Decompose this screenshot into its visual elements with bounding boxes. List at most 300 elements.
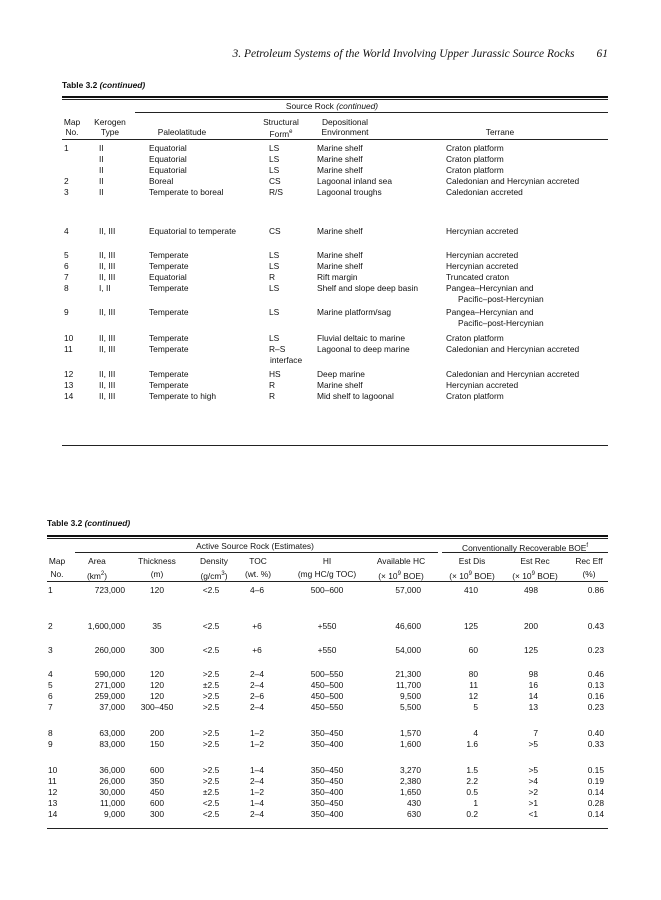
- t1-cell-kerogen: II, III: [99, 380, 116, 390]
- table2-top-rule-2: [47, 538, 608, 539]
- t2-cell-hi: 500–550: [310, 669, 344, 679]
- t1-cell-terrane: Hercynian accreted: [446, 261, 519, 271]
- t1-col-depositional-2: Environment: [321, 127, 369, 137]
- t2-cell-map: 14: [48, 809, 58, 819]
- t1-cell-structural-form: LS: [269, 307, 280, 317]
- t1-cell-kerogen: II: [99, 176, 104, 186]
- t1-cell-environment: Lagoonal troughs: [317, 187, 382, 197]
- t2-cell-thickness: 300–450: [140, 702, 174, 712]
- t2-cell-thickness: 120: [150, 669, 164, 679]
- t2-cell-hi: 450–550: [310, 702, 344, 712]
- t2-cell-rec-eff: 0.86: [587, 585, 604, 595]
- t2-cell-rec-eff: 0.46: [587, 669, 604, 679]
- t2-col-dis-2b: BOE): [471, 570, 495, 581]
- t2-col-dis-sup: 9: [468, 571, 472, 577]
- t2-col-density-2a: (g/cm: [200, 570, 222, 581]
- t2-cell-toc: +6: [252, 621, 262, 631]
- t2-cell-map: 11: [48, 776, 57, 786]
- t1-cell-map: 2: [64, 176, 69, 186]
- t1-cell-kerogen: II: [99, 187, 104, 197]
- t2-cell-area: 11,000: [100, 798, 125, 808]
- t2-cell-est-dis: 410: [464, 585, 478, 595]
- t1-cell-kerogen: II, III: [99, 250, 116, 260]
- t1-cell-paleolatitude: Temperate to high: [149, 391, 217, 401]
- table1-group-header-note: (continued): [336, 101, 379, 111]
- t2-cell-toc: 1–4: [250, 765, 264, 775]
- t1-cell-paleolatitude: Temperate: [149, 250, 189, 260]
- t2-col-dis-1: Est Dis: [458, 556, 486, 566]
- t2-cell-rec-eff: 0.33: [587, 739, 604, 749]
- t2-cell-est-rec: <1: [528, 809, 538, 819]
- t2-cell-rec-eff: 0.23: [587, 645, 604, 655]
- t2-cell-rec-eff: 0.43: [587, 621, 604, 631]
- t2-cell-area: 83,000: [99, 739, 125, 749]
- t1-cell-paleolatitude: Temperate: [149, 344, 189, 354]
- t2-cell-density: >2.5: [202, 739, 220, 749]
- t2-cell-est-dis: 0.5: [466, 787, 478, 797]
- t2-cell-available-hc: 9,500: [400, 691, 421, 701]
- t1-cell-terrane: Caledonian accreted: [446, 187, 523, 197]
- t1-cell-structural-form: LS: [269, 154, 280, 164]
- t2-cell-est-rec: 498: [524, 585, 538, 595]
- t1-cell-structural-form: LS: [269, 165, 280, 175]
- t2-cell-thickness: 600: [150, 765, 164, 775]
- table1-top-rule-2: [62, 99, 608, 100]
- t2-cell-area: 36,000: [99, 765, 125, 775]
- t2-col-density-2b: ): [224, 570, 228, 581]
- table2-top-rule: [47, 535, 608, 537]
- t1-cell-paleolatitude: Equatorial to temperate: [149, 226, 237, 236]
- t1-cell-structural-form: LS: [269, 143, 280, 153]
- t2-cell-area: 37,000: [99, 702, 125, 712]
- t2-cell-est-rec: >5: [528, 765, 538, 775]
- t2-col-toc-1: TOC: [249, 556, 267, 566]
- t1-cell-kerogen: II, III: [99, 307, 116, 317]
- t2-cell-rec-eff: 0.14: [587, 809, 604, 819]
- t1-cell-terrane: Caledonian and Hercynian accreted: [446, 344, 580, 354]
- t2-cell-toc: 2–4: [250, 680, 264, 690]
- t2-cell-est-rec: 14: [528, 691, 538, 701]
- t2-cell-thickness: 300: [150, 645, 164, 655]
- t2-col-avail-1: Available HC: [376, 556, 426, 566]
- t2-cell-hi: 500–600: [310, 585, 344, 595]
- t2-cell-area: 590,000: [94, 669, 125, 679]
- t2-cell-rec-eff: 0.23: [587, 702, 604, 712]
- t2-col-rec-sup: 9: [531, 571, 535, 577]
- t2-cell-map: 2: [48, 621, 53, 631]
- t1-cell-terrane-line2: Pacific–post-Hercynian: [458, 294, 544, 304]
- table2-header-rule: [47, 581, 608, 582]
- t2-cell-density: <2.5: [202, 645, 220, 655]
- t1-cell-terrane: Hercynian accreted: [446, 380, 519, 390]
- t2-col-density-sup: 3: [221, 571, 225, 577]
- t2-cell-map: 9: [48, 739, 53, 749]
- t2-cell-est-dis: 60: [468, 645, 478, 655]
- t1-cell-kerogen: II, III: [99, 272, 116, 282]
- t2-cell-map: 3: [48, 645, 53, 655]
- t2-group-active-rule: [75, 552, 438, 553]
- t2-cell-rec-eff: 0.14: [587, 787, 604, 797]
- t2-cell-est-dis: 1.6: [466, 739, 478, 749]
- t2-cell-hi: +550: [317, 645, 337, 655]
- t2-cell-est-dis: 11: [469, 680, 478, 690]
- t2-cell-thickness: 120: [150, 585, 164, 595]
- t1-cell-paleolatitude: Equatorial: [149, 154, 187, 164]
- t1-cell-kerogen: I, II: [99, 283, 111, 293]
- t1-cell-environment: Lagoonal inland sea: [317, 176, 392, 186]
- t1-cell-kerogen: II, III: [99, 344, 116, 354]
- t2-col-toc-2: (wt. %): [244, 569, 272, 579]
- t2-cell-toc: 2–4: [250, 669, 264, 679]
- t2-cell-available-hc: 1,600: [400, 739, 421, 749]
- t2-cell-thickness: 35: [152, 621, 162, 631]
- t1-cell-map: 7: [64, 272, 69, 282]
- t2-cell-thickness: 600: [150, 798, 164, 808]
- t2-cell-density: <2.5: [202, 621, 220, 631]
- t1-cell-environment: Marine shelf: [317, 380, 363, 390]
- t1-cell-paleolatitude: Equatorial: [149, 165, 187, 175]
- t2-cell-density: ±2.5: [202, 787, 220, 797]
- t2-cell-toc: 2–4: [250, 702, 264, 712]
- t2-cell-est-rec: >1: [528, 798, 538, 808]
- t1-cell-terrane: Caledonian and Hercynian accreted: [446, 176, 580, 186]
- t1-cell-map: 8: [64, 283, 69, 293]
- t2-cell-toc: 1–4: [250, 798, 264, 808]
- t2-cell-rec-eff: 0.19: [587, 776, 604, 786]
- t2-cell-area: 9,000: [104, 809, 125, 819]
- t2-cell-available-hc: 630: [407, 809, 421, 819]
- t1-cell-structural-form: LS: [269, 283, 280, 293]
- t1-cell-structural-form: LS: [269, 333, 280, 343]
- t2-cell-est-dis: 12: [468, 691, 478, 701]
- t1-col-structural-1: Structural: [263, 117, 299, 127]
- t1-cell-environment: Marine shelf: [317, 250, 363, 260]
- t2-group-recoverable-text: Conventionally Recoverable BOE: [462, 542, 587, 553]
- t2-cell-est-rec: 7: [533, 728, 538, 738]
- t2-cell-available-hc: 3,270: [400, 765, 421, 775]
- t2-cell-density: >2.5: [202, 702, 220, 712]
- t1-cell-map: 5: [64, 250, 69, 260]
- t2-cell-available-hc: 1,650: [400, 787, 421, 797]
- t2-cell-area: 259,000: [94, 691, 125, 701]
- t2-col-avail-2: [378, 569, 423, 581]
- t1-cell-structural-form: LS: [269, 250, 280, 260]
- t2-cell-density: <2.5: [202, 585, 220, 595]
- t1-cell-structural-form: R: [269, 380, 276, 390]
- t2-cell-hi: 350–400: [310, 739, 344, 749]
- table2-caption: [47, 518, 130, 528]
- t1-cell-paleolatitude: Equatorial: [149, 272, 187, 282]
- t2-cell-est-dis: 2.2: [466, 776, 478, 786]
- t1-cell-environment: Deep marine: [317, 369, 365, 379]
- t2-col-area-2: [87, 569, 107, 581]
- t1-cell-map: 10: [64, 333, 74, 343]
- t2-col-rec-2: [512, 569, 557, 581]
- t2-cell-density: ±2.5: [202, 680, 220, 690]
- t2-cell-density: >2.5: [202, 691, 220, 701]
- t2-cell-map: 1: [48, 585, 53, 595]
- t1-cell-kerogen: II: [99, 143, 104, 153]
- t2-cell-thickness: 450: [150, 787, 164, 797]
- t2-col-rec-1: Est Rec: [520, 556, 550, 566]
- t2-col-hi-1: HI: [322, 556, 332, 566]
- t2-col-area-2a: (km: [86, 570, 101, 581]
- t2-cell-thickness: 120: [150, 691, 164, 701]
- t1-col-kerogen-1: Kerogen: [94, 117, 126, 127]
- t2-col-avail-2b: BOE): [400, 570, 424, 581]
- t1-cell-terrane: Pangea–Hercynian and: [446, 283, 534, 293]
- t2-cell-hi: 350–400: [310, 787, 344, 797]
- t2-cell-area: 260,000: [94, 645, 125, 655]
- t1-cell-environment: Fluvial deltaic to marine: [317, 333, 405, 343]
- t1-col-structural-2: [270, 127, 293, 139]
- t2-cell-thickness: 350: [150, 776, 164, 786]
- t2-cell-available-hc: 5,500: [400, 702, 421, 712]
- t2-cell-est-dis: 80: [468, 669, 478, 679]
- t1-cell-terrane: Caledonian and Hercynian accreted: [446, 369, 580, 379]
- t1-cell-paleolatitude: Temperate: [149, 261, 189, 271]
- t1-cell-environment: Marine shelf: [317, 226, 363, 236]
- t1-cell-environment: Marine platform/sag: [317, 307, 392, 317]
- t2-col-rec-2b: BOE): [534, 570, 558, 581]
- t1-cell-structural-form-line2: interface: [270, 355, 303, 365]
- t2-cell-area: 30,000: [99, 787, 125, 797]
- t2-cell-hi: 350–450: [310, 728, 344, 738]
- t2-cell-hi: 350–450: [310, 765, 344, 775]
- t2-cell-est-rec: >2: [528, 787, 538, 797]
- t1-cell-environment: Marine shelf: [317, 261, 363, 271]
- t1-cell-terrane: Craton platform: [446, 154, 504, 164]
- t1-cell-environment: Marine shelf: [317, 165, 363, 175]
- t2-group-recoverable-sup: f: [586, 543, 588, 549]
- t2-cell-density: >2.5: [202, 669, 220, 679]
- t1-col-map-2: No.: [65, 127, 79, 137]
- table2-caption-note: (continued): [84, 518, 131, 528]
- t2-cell-area: 723,000: [94, 585, 125, 595]
- t2-cell-est-dis: 125: [464, 621, 478, 631]
- t2-cell-toc: 1–2: [250, 728, 264, 738]
- t1-cell-structural-form: LS: [269, 261, 280, 271]
- t2-cell-est-rec: >4: [528, 776, 538, 786]
- t2-cell-toc: 1–2: [250, 739, 264, 749]
- running-title: 3. Petroleum Systems of the World Involving Upper Jurassic Source Rocks: [232, 48, 575, 60]
- t1-cell-terrane: Craton platform: [446, 143, 504, 153]
- t2-cell-density: >2.5: [202, 776, 220, 786]
- t2-col-eff-1: Rec Eff: [575, 556, 603, 566]
- t1-col-paleolatitude: Paleolatitude: [157, 127, 207, 137]
- t2-cell-available-hc: 11,700: [396, 680, 421, 690]
- t1-cell-structural-form: CS: [269, 226, 281, 236]
- t2-cell-est-rec: 125: [524, 645, 538, 655]
- running-head: [0, 48, 608, 60]
- t2-cell-est-dis: 1: [473, 798, 478, 808]
- table1-group-rule: [135, 112, 608, 113]
- table1-caption-label: Table 3.2: [62, 80, 98, 90]
- t2-col-map-2: No.: [50, 569, 64, 579]
- t2-col-map-1: Map: [48, 556, 66, 566]
- t2-cell-est-rec: >5: [528, 739, 538, 749]
- t2-col-density-2: [200, 569, 227, 581]
- t1-cell-map: 12: [64, 369, 74, 379]
- t1-cell-terrane: Truncated craton: [446, 272, 510, 282]
- t2-cell-hi: 350–450: [310, 776, 344, 786]
- t2-col-dis-2: [449, 569, 494, 581]
- t2-col-area-1: Area: [88, 556, 106, 566]
- t2-cell-toc: +6: [252, 645, 262, 655]
- t2-cell-est-rec: 16: [528, 680, 538, 690]
- t1-cell-map: 3: [64, 187, 69, 197]
- t1-col-depositional-1: Depositional: [321, 117, 369, 127]
- t2-cell-rec-eff: 0.40: [587, 728, 604, 738]
- t2-cell-map: 12: [48, 787, 58, 797]
- table1-caption: [62, 80, 145, 90]
- t2-cell-area: 1,600,000: [87, 621, 125, 631]
- t2-cell-map: 10: [48, 765, 58, 775]
- t2-cell-est-dis: 5: [473, 702, 478, 712]
- t2-cell-available-hc: 21,300: [395, 669, 421, 679]
- t1-cell-structural-form: CS: [269, 176, 281, 186]
- t1-cell-paleolatitude: Boreal: [149, 176, 174, 186]
- t2-cell-available-hc: 54,000: [395, 645, 421, 655]
- t1-col-structural-2-text: Form: [269, 128, 290, 139]
- t2-cell-rec-eff: 0.15: [587, 765, 604, 775]
- t2-cell-map: 5: [48, 680, 53, 690]
- t2-cell-thickness: 150: [150, 739, 164, 749]
- t2-cell-available-hc: 57,000: [395, 585, 421, 595]
- t1-cell-environment: Marine shelf: [317, 154, 363, 164]
- t2-cell-area: 271,000: [94, 680, 125, 690]
- t1-cell-kerogen: II: [99, 165, 104, 175]
- t2-cell-hi: 450–500: [310, 691, 344, 701]
- table1-group-header: [286, 101, 378, 111]
- t2-cell-density: <2.5: [202, 809, 220, 819]
- t2-col-area-2b: ): [104, 570, 108, 581]
- t2-cell-thickness: 300: [150, 809, 164, 819]
- t2-cell-hi: 350–450: [310, 798, 344, 808]
- t2-cell-est-dis: 0.2: [466, 809, 478, 819]
- t1-cell-kerogen: II, III: [99, 369, 116, 379]
- t1-cell-paleolatitude: Temperate: [149, 380, 189, 390]
- t2-cell-hi: +550: [317, 621, 337, 631]
- page-number: 61: [596, 48, 608, 60]
- t2-cell-est-dis: 4: [473, 728, 478, 738]
- t2-cell-rec-eff: 0.13: [587, 680, 604, 690]
- t1-cell-terrane: Hercynian accreted: [446, 226, 519, 236]
- t1-cell-environment: Lagoonal to deep marine: [317, 344, 410, 354]
- t2-col-avail-sup: 9: [397, 571, 401, 577]
- t2-cell-toc: 1–2: [250, 787, 264, 797]
- t1-cell-kerogen: II, III: [99, 226, 116, 236]
- t1-cell-map: 1: [64, 143, 69, 153]
- t2-cell-area: 63,000: [99, 728, 125, 738]
- t2-cell-rec-eff: 0.28: [587, 798, 604, 808]
- t1-cell-environment: Shelf and slope deep basin: [317, 283, 419, 293]
- t2-cell-map: 8: [48, 728, 53, 738]
- t1-cell-terrane: Craton platform: [446, 165, 504, 175]
- t2-cell-hi: 450–500: [310, 680, 344, 690]
- t1-cell-structural-form: R: [269, 272, 276, 282]
- t1-cell-environment: Mid shelf to lagoonal: [317, 391, 394, 401]
- t2-group-recoverable-rule: [442, 552, 608, 553]
- t2-cell-available-hc: 1,570: [400, 728, 421, 738]
- t2-cell-est-rec: 200: [524, 621, 538, 631]
- t2-cell-toc: 2–4: [250, 776, 264, 786]
- t1-cell-kerogen: II, III: [99, 333, 116, 343]
- t1-col-map-1: Map: [63, 117, 81, 127]
- t1-col-structural-sup: e: [289, 129, 293, 135]
- t2-col-eff-2: (%): [582, 569, 596, 579]
- t2-cell-density: >2.5: [202, 765, 220, 775]
- t1-cell-structural-form: R/S: [269, 187, 283, 197]
- t1-cell-paleolatitude: Temperate: [149, 307, 189, 317]
- t2-cell-hi: 350–400: [310, 809, 344, 819]
- t1-cell-terrane: Craton platform: [446, 333, 504, 343]
- t1-cell-structural-form: R: [269, 391, 276, 401]
- table1-top-rule: [62, 96, 608, 98]
- t1-cell-map: 13: [64, 380, 74, 390]
- t2-cell-toc: 4–6: [250, 585, 264, 595]
- table1-caption-note: (continued): [99, 80, 146, 90]
- t2-cell-available-hc: 430: [407, 798, 421, 808]
- t1-cell-terrane: Pangea–Hercynian and: [446, 307, 534, 317]
- t2-col-density-1: Density: [200, 556, 228, 566]
- t1-cell-environment: Marine shelf: [317, 143, 363, 153]
- t1-cell-map: 9: [64, 307, 69, 317]
- t1-cell-paleolatitude: Temperate: [149, 369, 189, 379]
- t1-cell-kerogen: II, III: [99, 261, 116, 271]
- t2-cell-map: 6: [48, 691, 53, 701]
- t1-cell-terrane: Craton platform: [446, 391, 504, 401]
- table1-header-rule: [62, 139, 608, 140]
- t1-cell-paleolatitude: Temperate: [149, 283, 189, 293]
- t2-cell-density: >2.5: [202, 728, 220, 738]
- t1-col-terrane: Terrane: [485, 127, 515, 137]
- t1-cell-kerogen: II: [99, 154, 104, 164]
- table2-caption-label: Table 3.2: [47, 518, 83, 528]
- table2-bottom-rule: [47, 828, 608, 829]
- t1-cell-paleolatitude: Temperate: [149, 333, 189, 343]
- table1-group-header-main: Source Rock: [285, 101, 334, 111]
- t1-cell-terrane-line2: Pacific–post-Hercynian: [458, 318, 544, 328]
- t2-cell-thickness: 200: [150, 728, 164, 738]
- t2-cell-map: 7: [48, 702, 53, 712]
- t1-cell-map: 6: [64, 261, 69, 271]
- t2-cell-est-rec: 13: [528, 702, 538, 712]
- t1-cell-map: 4: [64, 226, 69, 236]
- table1-bottom-rule: [62, 445, 608, 446]
- t2-col-dis-2a: (× 10: [449, 570, 469, 581]
- t2-col-hi-2: (mg HC/g TOC): [297, 569, 357, 579]
- t2-col-rec-2a: (× 10: [512, 570, 532, 581]
- t1-cell-structural-form: HS: [269, 369, 281, 379]
- t2-cell-available-hc: 46,600: [395, 621, 421, 631]
- t2-cell-map: 4: [48, 669, 53, 679]
- t2-cell-toc: 2–4: [250, 809, 264, 819]
- t2-col-thick-2: (m): [150, 569, 164, 579]
- t1-cell-terrane: Hercynian accreted: [446, 250, 519, 260]
- t2-cell-rec-eff: 0.16: [587, 691, 604, 701]
- t1-cell-environment: Rift margin: [317, 272, 358, 282]
- t2-col-area-sup: 2: [100, 571, 105, 577]
- t1-cell-map: 14: [64, 391, 74, 401]
- t2-col-avail-2a: (× 10: [378, 570, 398, 581]
- t1-col-kerogen-2: Type: [100, 127, 120, 137]
- t2-cell-toc: 2–6: [250, 691, 264, 701]
- t2-cell-est-rec: 98: [528, 669, 538, 679]
- t1-cell-paleolatitude: Equatorial: [149, 143, 187, 153]
- t1-cell-kerogen: II, III: [99, 391, 116, 401]
- t1-cell-paleolatitude: Temperate to boreal: [149, 187, 224, 197]
